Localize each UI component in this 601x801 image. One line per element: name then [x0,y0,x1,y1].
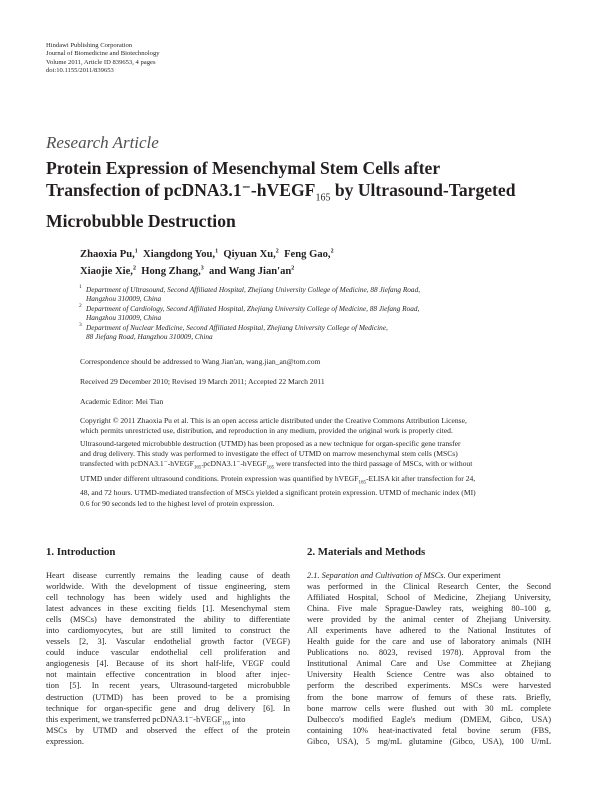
author-line-2: Xiaojie Xie,$^2$ Hong Zhang,$^3$ and Wang $Jian'an^2$ [80,264,295,277]
publisher: Hindawi Publishing Corporation [46,42,133,49]
academic-editor: Academic Editor: Mei Tian [80,397,164,406]
abstract: Ultrasound-targeted microbubble destruction (UTMD) has been proposed as a new technique for organ-specific gene transfer and drug delivery. This study was performed to investigate the effect of UTMD on marrow mesenchymal stem cells (MSCs) transfected with pcDNA3.1⁻-hVEGF$_{165}$.pcDNA3.1⁻-hVEGF$_{165}$ were transfected into the third passage of MSCs, with or without UTMD under different ultrasound conditions. Protein expression was quantified by hVEGF$_{165}$-ELISA kit after transfection for 24, 48, and 72 hours. UTMD-mediated transfection of MSCs yielded a significant protein expression. UTMD of mechanic index (MI) 0.6 for 90 seconds led to the highest level of protein expression. [80,439,476,508]
author: Qiyuan Xu, [223,249,276,260]
methods-text: 2.1. Separation and Cultivation of MSCs. Our experiment was performed in the Clinical Research Center, the Second Affiliated Hospital, School of Medicine, Zhejiang University, China. Five male Sprague-Dawley rats, weighing 80–100 g, were provided by the animal center of Zhejiang University. All experiments have adhered to the National Institutes of Health guide for the care and use of laboratory animals (NIH Publications no. 8023, revised 1978). Approval from the Institutional Animal Care and Use Committee at Zhejiang University Health Science Centre was also obtained to perform the described experiments. MSCs were harvested from the bone marrow of femurs of these rats. Briefly, bone marrow cells were flushed out with 30 mL complete Dulbecco's modified Eagle's medium (DMEM, Gibco, USA) containing 10% heat-inactivated fetal bovine serum (FBS, Gibco, USA), 5 mg/mL glutamine (Gibco, USA), 100 U/mL [307,571,551,746]
article-type: Research Article [46,133,159,152]
affiliations [80,285,540,341]
journal-name: Journal of Biomedicine and Biotechnology [46,50,160,58]
author-list [80,247,520,280]
title-line-3: Microbubble Destruction [46,210,236,231]
author: Zhaoxia Pu, [80,249,135,260]
affiliation-3: 3 Department of Nuclear Medicine, Second Affiliated Hospital, Zhejiang University College of Medicine, 88 Jiefang Road, Hangzhou 310009, China [79,321,388,342]
journal-header [46,42,160,75]
affiliation-2: 2 Department of Cardiology, Second Affiliated Hospital, Zhejiang University College of Medicine, 88 Jiefang Road, Hangzhou 310009, China [79,302,420,323]
title-line-2: Transfection of pcDNA3.1⁻-hVEGF$_{165}$ by Ultrasound-Targeted [46,180,516,204]
section-heading-introduction: 1. Introduction [46,546,116,558]
received-dates: Received 29 December 2010; Revised 19 March 2011; Accepted 22 March 2011 [80,377,325,386]
section-heading-methods: 2. Materials and Methods [307,546,426,558]
author: Xiaojie Xie, [80,265,133,277]
article-title [46,157,556,232]
correspondence: Correspondence should be addressed to Wang Jian'an, wang.jian_an@tom.com [80,357,321,366]
introduction-text: Heart disease currently remains the leading cause of death worldwide. With the development of tissue engineering, stem cell technology has been widely used and highlights the latest advances in these exciting fields [1]. Mesenchymal stem cells (MSCs) have demonstrated the ability to differentiate into cardiomyocytes, but are still limited to construct the vessels [2, 3]. Vascular endothelial growth factor (VEGF) could induce vascular endothelial cell proliferation and angiogenesis [4]. Because of its short half-life, VEGF could not maintain effective concentration in blood after injec- tion [5]. In recent years, Ultrasound-targeted microbubble destruction (UTMD) has been proved to be a promising technique for organ-specific gene and drug delivery [6]. In this experiment, we transferred pcDNA3.1⁻-hVEGF$_{165}$ into MSCs by UTMD and observed the effect of the protein expression. [46,571,290,746]
title-line-1: Protein Expression of Mesenchymal Stem Cells after [46,158,441,178]
copyright-notice: Copyright © 2011 Zhaoxia Pu et al. This is an open access article distributed under the Creative Commons Attribution License, which permits unrestricted use, distribution, and reproduction in any medium, provided the original work is properly cited. [80,416,467,435]
author: and Wang Jian'an [209,265,292,277]
author-line-1: Zhaoxia Pu,$^1$ Xiangdong You,$^1$ Qiyuan Xu,$^2$ Feng Gao,$^2$ [80,248,334,260]
author: Xiangdong You, [143,249,216,260]
doi[interactable]: doi:10.1155/2011/839653 [46,66,114,74]
volume-info: Volume 2011, Article ID 839653, 4 pages [46,58,156,66]
author: Feng Gao, [284,249,331,260]
author: Hong Zhang, [141,265,201,277]
subsection-heading: 2.1. Separation and Cultivation of MSCs. [307,571,446,580]
affiliation-1: 1 Department of Ultrasound, Second Affiliated Hospital, Zhejiang University College of Medicine, 88 Jiefang Road, Hangzhou 310009, China [79,284,421,304]
